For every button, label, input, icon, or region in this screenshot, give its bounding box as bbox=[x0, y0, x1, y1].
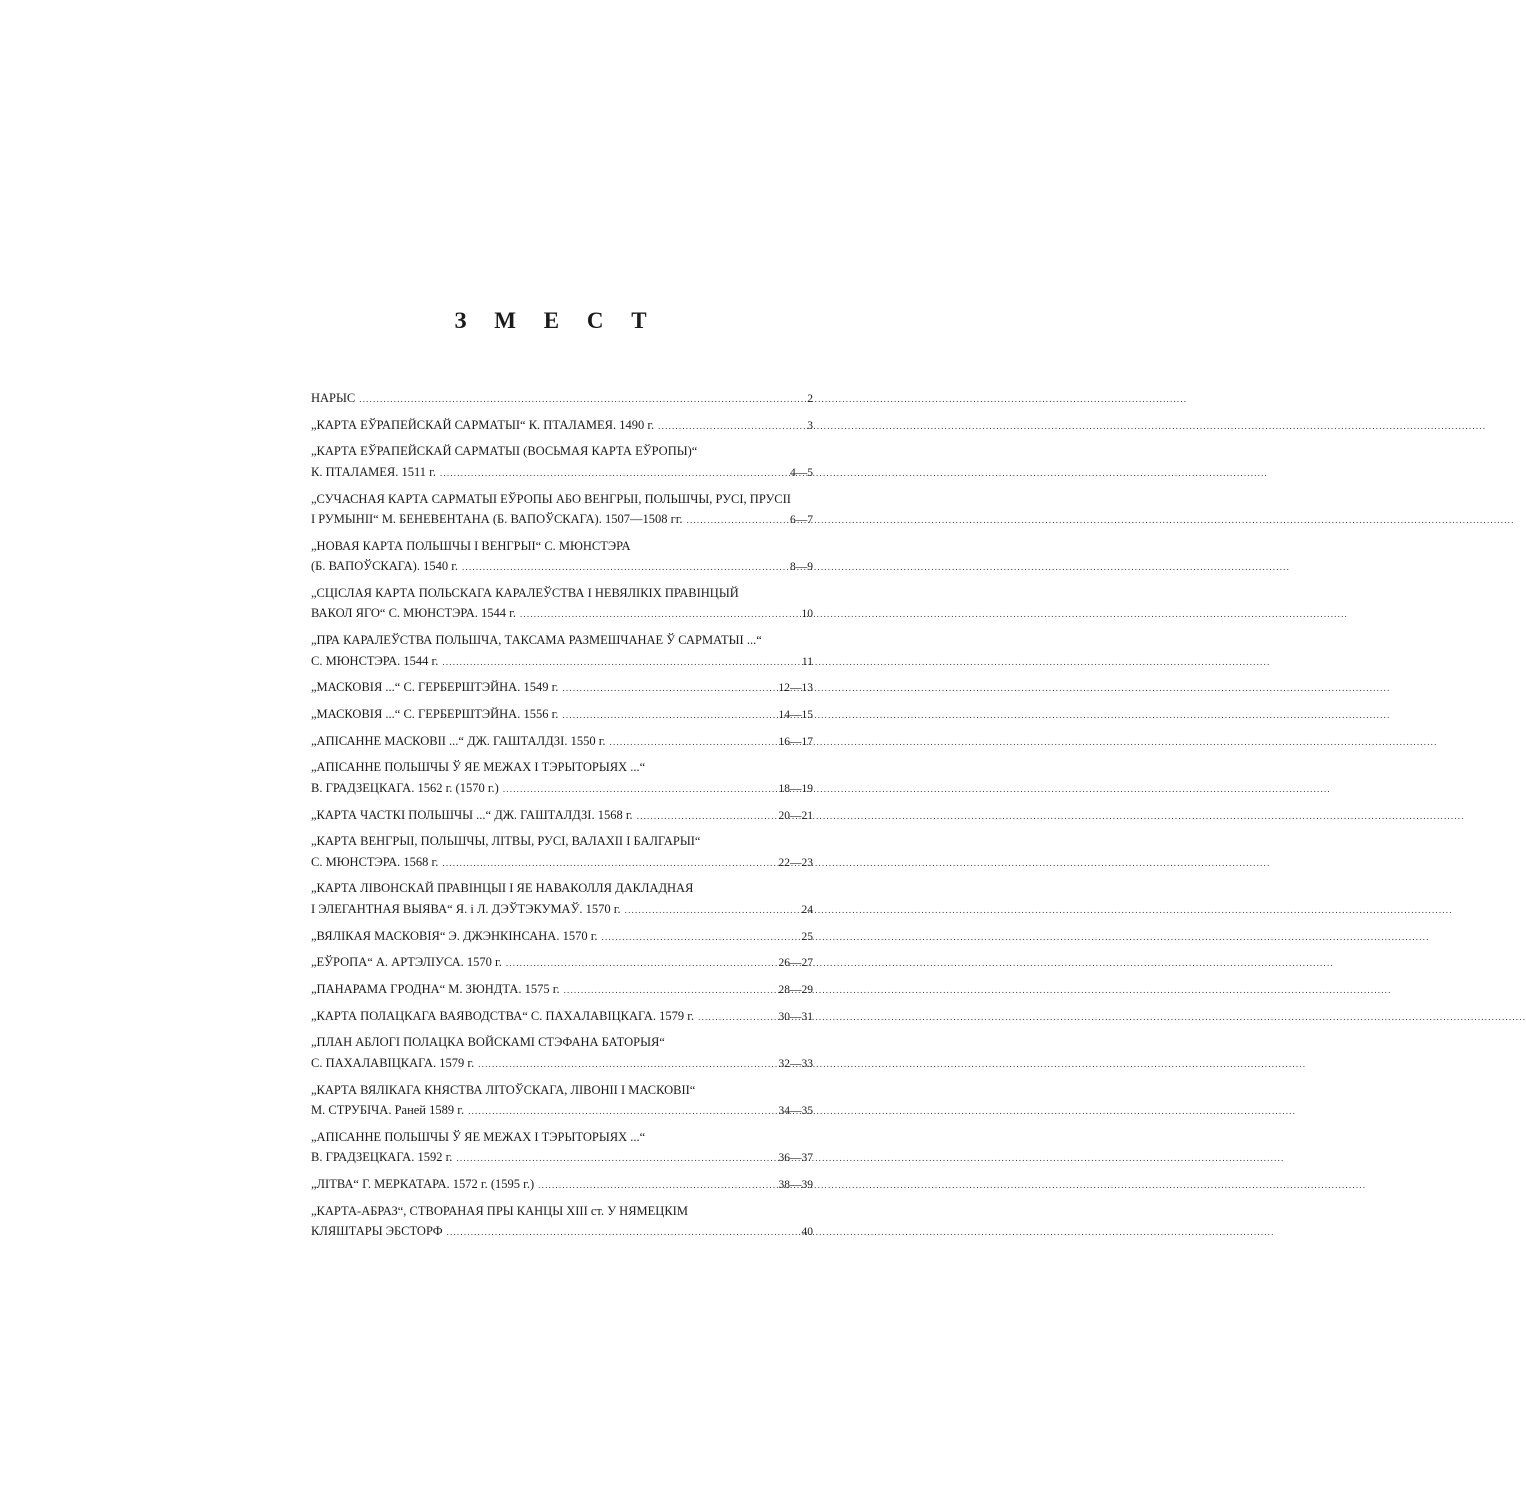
dot-leader bbox=[538, 1175, 775, 1196]
toc-entry[interactable] bbox=[311, 757, 813, 798]
toc-entry-line bbox=[311, 603, 813, 624]
toc-entry-title: „АПІСАННЕ МАСКОВІІ ...“ ДЖ. ГАШТАЛДЗІ. 1550 г. bbox=[311, 733, 606, 748]
dot-leader bbox=[442, 853, 775, 874]
toc-entry[interactable] bbox=[311, 926, 813, 947]
toc-entry-title: „АПІСАННЕ ПОЛЬШЧЫ Ў ЯЕ МЕЖАХ І ТЭРЫТОРЫЯХ ...“ bbox=[311, 760, 646, 775]
toc-entry[interactable] bbox=[311, 878, 813, 919]
toc-page-number: 8—9 bbox=[790, 561, 813, 574]
toc-entry-line bbox=[311, 805, 813, 826]
dot-leader bbox=[658, 416, 804, 437]
toc-entry-line bbox=[311, 1053, 813, 1074]
dot-leader bbox=[359, 389, 804, 410]
dot-leader bbox=[637, 806, 776, 827]
toc-entry-title: „ПРА КАРАЛЕЎСТВА ПОЛЬШЧА, ТАКСАМА РАЗМЕШЧАНАЕ Ў САРМАТЫІ ...“ bbox=[311, 633, 762, 648]
toc-entry-line bbox=[311, 952, 813, 973]
dot-leader bbox=[442, 652, 799, 673]
toc-entry[interactable] bbox=[311, 677, 813, 698]
dot-leader bbox=[462, 557, 787, 578]
toc-entry-title: „КАРТА-АБРАЗ“, СТВОРАНАЯ ПРЫ КАНЦЫ XIII ст. У НЯМЕЦКІМ bbox=[311, 1203, 688, 1218]
toc-page-number: 26—27 bbox=[778, 957, 813, 970]
toc-entry-line bbox=[311, 878, 813, 899]
toc-entry-line bbox=[311, 630, 813, 651]
dot-leader bbox=[440, 463, 787, 484]
toc-page-number: 2 bbox=[807, 393, 813, 405]
toc-page-number: 36—37 bbox=[778, 1152, 813, 1165]
toc-entry-title: „КАРТА ПОЛАЦКАГА ВАЯВОДСТВА“ С. ПАХАЛАВІЦКАГА. 1579 г. bbox=[311, 1008, 695, 1023]
toc-entry[interactable] bbox=[311, 952, 813, 973]
toc-entry-line bbox=[311, 509, 813, 530]
toc-entry-title: „СЦІСЛАЯ КАРТА ПОЛЬСКАГА КАРАЛЕЎСТВА І НЕВЯЛІКІХ ПРАВІНЦЫЙ bbox=[311, 585, 739, 600]
toc-entry-line bbox=[311, 651, 813, 672]
toc-entry-title: І ЭЛЕГАНТНАЯ ВЫЯВА“ Я. і Л. ДЭЎТЭКУМАЎ. 1570 г. bbox=[311, 901, 621, 916]
toc-entry-title: „КАРТА ЧАСТКІ ПОЛЬШЧЫ ...“ ДЖ. ГАШТАЛДЗІ. 1568 г. bbox=[311, 807, 633, 822]
toc-entry-line bbox=[311, 926, 813, 947]
toc-entry-title: В. ГРАДЗЕЦКАГА. 1562 г. (1570 г.) bbox=[311, 780, 499, 795]
toc-page-number: 4—5 bbox=[790, 466, 813, 479]
toc-entry[interactable] bbox=[311, 1080, 813, 1121]
toc-entry-title: С. ПАХАЛАВІЦКАГА. 1579 г. bbox=[311, 1055, 475, 1070]
toc-entry-title: І РУМЫНІІ“ М. БЕНЕВЕНТАНА (Б. ВАПОЎСКАГА). 1507—1508 гг. bbox=[311, 512, 683, 527]
toc-entry-line bbox=[311, 831, 813, 852]
toc-entry-title: К. ПТАЛАМЕЯ. 1511 г. bbox=[311, 464, 436, 479]
toc-entry[interactable] bbox=[311, 979, 813, 1000]
toc-entry-title: „ЕЎРОПА“ А. АРТЭЛІУСА. 1570 г. bbox=[311, 955, 502, 970]
dot-leader bbox=[610, 732, 776, 753]
toc-entry-line bbox=[311, 1100, 813, 1121]
dot-leader bbox=[468, 1101, 775, 1122]
toc-entry-line bbox=[311, 415, 813, 436]
toc-entry[interactable] bbox=[311, 630, 813, 671]
toc-entry-title: „КАРТА ВЕНГРЫІ, ПОЛЬШЧЫ, ЛІТВЫ, РУСІ, ВАЛАХІІ І БАЛГАРЫІ“ bbox=[311, 834, 701, 849]
toc-entry[interactable] bbox=[311, 536, 813, 577]
toc-entry-line bbox=[311, 778, 813, 799]
toc-entry[interactable] bbox=[311, 704, 813, 725]
toc-entry-title: В. ГРАДЗЕЦКАГА. 1592 г. bbox=[311, 1150, 453, 1165]
table-of-contents bbox=[311, 388, 813, 1248]
dot-leader bbox=[520, 604, 799, 625]
dot-leader bbox=[478, 1054, 775, 1075]
dot-leader bbox=[447, 1222, 799, 1243]
toc-entry-title: (Б. ВАПОЎСКАГА). 1540 г. bbox=[311, 559, 459, 574]
toc-entry-title: „ПЛАН АБЛОГІ ПОЛАЦКА ВОЙСКАМІ СТЭФАНА БАТОРЫЯ“ bbox=[311, 1035, 665, 1050]
toc-entry-title: „ВЯЛІКАЯ МАСКОВІЯ“ Э. ДЖЭНКІНСАНА. 1570 г. bbox=[311, 928, 598, 943]
toc-entry-line bbox=[311, 731, 813, 752]
dot-leader bbox=[503, 779, 776, 800]
dot-leader bbox=[456, 1148, 775, 1169]
toc-entry-line bbox=[311, 1080, 813, 1101]
toc-entry[interactable] bbox=[311, 831, 813, 872]
toc-entry-line bbox=[311, 462, 813, 483]
toc-entry-title: НАРЫС bbox=[311, 391, 356, 405]
toc-entry[interactable] bbox=[311, 415, 813, 436]
toc-entry-line bbox=[311, 677, 813, 698]
toc-entry-title: М. СТРУБІЧА. Раней 1589 г. bbox=[311, 1103, 465, 1118]
toc-entry-line bbox=[311, 979, 813, 1000]
toc-entry[interactable] bbox=[311, 441, 813, 482]
toc-page-number: 34—35 bbox=[778, 1105, 813, 1118]
toc-entry-line bbox=[311, 441, 813, 462]
toc-entry-title: „КАРТА ЕЎРАПЕЙСКАЙ САРМАТЫІ“ К. ПТАЛАМЕЯ. 1490 г. bbox=[311, 417, 655, 432]
toc-page-number: 16—17 bbox=[778, 735, 813, 748]
toc-entry-title: „МАСКОВІЯ ...“ С. ГЕРБЕРШТЭЙНА. 1549 г. bbox=[311, 680, 559, 695]
toc-entry-title: „ЛІТВА“ Г. МЕРКАТАРА. 1572 г. (1595 г.) bbox=[311, 1176, 535, 1191]
toc-page-number: 24 bbox=[801, 903, 813, 916]
toc-entry-line bbox=[311, 489, 813, 510]
toc-entry[interactable] bbox=[311, 1127, 813, 1168]
toc-page-number: 25 bbox=[801, 930, 813, 943]
toc-entry[interactable] bbox=[311, 1174, 813, 1195]
toc-page-number: 40 bbox=[801, 1226, 813, 1239]
toc-page-number: 11 bbox=[801, 655, 813, 668]
toc-entry-title: „НОВАЯ КАРТА ПОЛЬШЧЫ І ВЕНГРЫІ“ С. МЮНСТЭРА bbox=[311, 538, 631, 553]
toc-entry-line bbox=[311, 1006, 813, 1027]
toc-entry-line bbox=[311, 556, 813, 577]
toc-entry-title: „МАСКОВІЯ ...“ С. ГЕРБЕРШТЭЙНА. 1556 г. bbox=[311, 707, 559, 721]
toc-entry-title: „ПАНАРАМА ГРОДНА“ М. ЗЮНДТА. 1575 г. bbox=[311, 982, 560, 996]
toc-entry[interactable] bbox=[311, 1201, 813, 1242]
toc-page-number: 18—19 bbox=[778, 782, 813, 795]
dot-leader bbox=[564, 980, 776, 1001]
toc-entry-line bbox=[311, 1147, 813, 1168]
toc-entry[interactable] bbox=[311, 731, 813, 752]
toc-entry-title: „АПІСАННЕ ПОЛЬШЧЫ Ў ЯЕ МЕЖАХ І ТЭРЫТОРЫЯХ ...“ bbox=[311, 1129, 646, 1144]
toc-page-number: 30—31 bbox=[778, 1010, 813, 1023]
dot-leader bbox=[687, 510, 787, 531]
toc-page-number: 10 bbox=[801, 608, 813, 621]
toc-page-number: 14—15 bbox=[778, 709, 813, 721]
toc-entry[interactable] bbox=[311, 805, 813, 826]
toc-entry-line bbox=[311, 388, 813, 409]
dot-leader bbox=[625, 900, 799, 921]
toc-entry-line bbox=[311, 583, 813, 604]
toc-entry-line bbox=[311, 536, 813, 557]
toc-entry-line bbox=[311, 1174, 813, 1195]
toc-entry-title: С. МЮНСТЭРА. 1568 г. bbox=[311, 854, 439, 869]
toc-page-number: 32—33 bbox=[778, 1057, 813, 1070]
dot-leader bbox=[602, 927, 799, 948]
toc-entry-line bbox=[311, 1201, 813, 1222]
toc-entry[interactable] bbox=[311, 388, 813, 409]
toc-entry-line bbox=[311, 757, 813, 778]
page-title: З М Е С Т bbox=[454, 308, 658, 333]
dot-leader bbox=[562, 678, 775, 699]
toc-entry-line bbox=[311, 704, 813, 725]
toc-entry-title: „КАРТА ЕЎРАПЕЙСКАЙ САРМАТЫІ (ВОСЬМАЯ КАРТА ЕЎРОПЫ)“ bbox=[311, 444, 698, 459]
toc-entry[interactable] bbox=[311, 1006, 813, 1027]
toc-page-number: 38—39 bbox=[778, 1178, 813, 1191]
toc-entry[interactable] bbox=[311, 1032, 813, 1073]
toc-entry-line bbox=[311, 1221, 813, 1242]
toc-entry-title: „КАРТА ВЯЛІКАГА КНЯСТВА ЛІТОЎСКАГА, ЛІВОНІІ І МАСКОВІІ“ bbox=[311, 1082, 696, 1097]
toc-entry-line bbox=[311, 1032, 813, 1053]
toc-entry-title: „КАРТА ЛІВОНСКАЙ ПРАВІНЦЫІ І ЯЕ НАВАКОЛЛЯ ДАКЛАДНАЯ bbox=[311, 881, 694, 896]
toc-entry[interactable] bbox=[311, 489, 813, 530]
toc-entry-title: „СУЧАСНАЯ КАРТА САРМАТЫІ ЕЎРОПЫ АБО ВЕНГРЫІ, ПОЛЬШЧЫ, РУСІ, ПРУСІІ bbox=[311, 491, 791, 506]
toc-entry-line bbox=[311, 1127, 813, 1148]
toc-entry-title: ВАКОЛ ЯГО“ С. МЮНСТЭРА. 1544 г. bbox=[311, 606, 516, 621]
toc-entry-title: С. МЮНСТЭРА. 1544 г. bbox=[311, 653, 439, 668]
dot-leader bbox=[506, 953, 776, 974]
dot-leader bbox=[562, 705, 775, 726]
toc-page-number: 28—29 bbox=[778, 984, 813, 996]
toc-page-number: 20—21 bbox=[778, 809, 813, 822]
toc-page-number: 22—23 bbox=[778, 856, 813, 869]
toc-page-number: 6—7 bbox=[790, 514, 813, 527]
toc-entry[interactable] bbox=[311, 583, 813, 624]
toc-entry-line bbox=[311, 852, 813, 873]
toc-page-number: 3 bbox=[807, 419, 813, 432]
toc-entry-title: КЛЯШТАРЫ ЭБСТОРФ bbox=[311, 1224, 443, 1239]
toc-page-number: 12—13 bbox=[778, 682, 813, 695]
toc-entry-line bbox=[311, 899, 813, 920]
dot-leader bbox=[698, 1007, 775, 1028]
